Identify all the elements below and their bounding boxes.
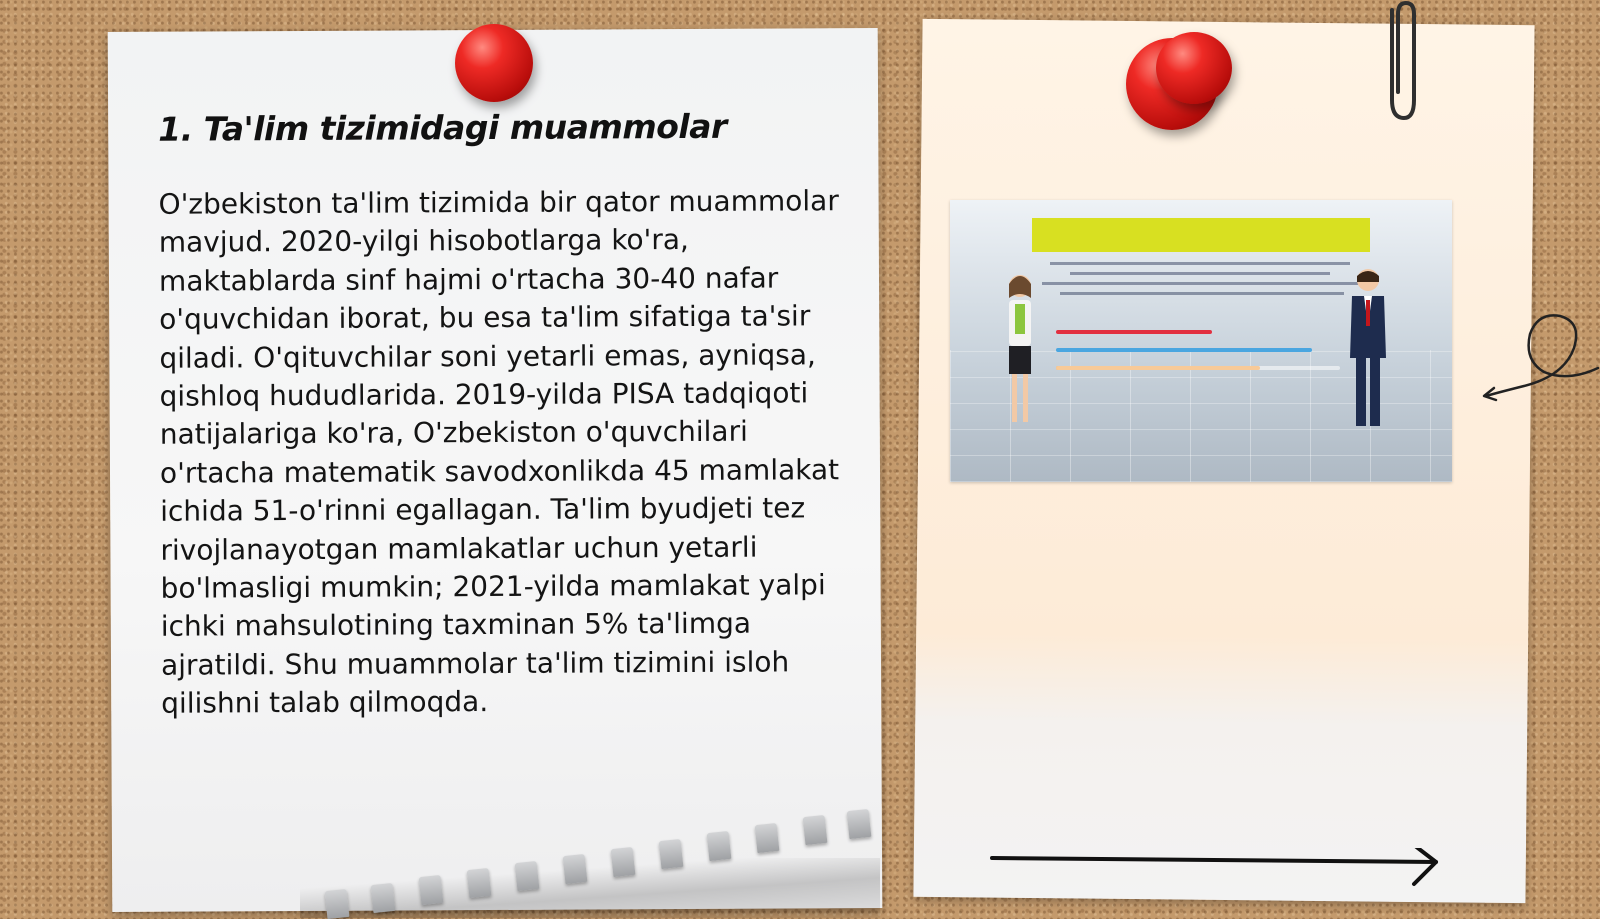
push-pin-icon — [1156, 32, 1232, 104]
man-figure-icon — [1344, 266, 1392, 436]
curly-arrow-icon — [1478, 312, 1600, 402]
note-body-text: O'zbekiston ta'lim tizimida bir qator muammolar mavjud. 2020-yilgi hisobotlarga ko'ra, maktablarda sinf hajmi o'rtacha 30-40 nafar o'quvchidan iborat, bu esa ta'lim sifatiga ta'sir qiladi. O'qituvchilar soni yetarli emas, ayniqsa, qishloq hududlarida. 2019-yilda PISA tadqiqoti natijalariga ko'ra, O'zbekiston o'quvchilari o'rtacha matematik savodxonlikda 45 mamlakat ichida 51-o'rinni egallagan. Ta'lim byudjeti tez rivojlanayotgan mamlakatlar uchun yetarli bo'lmasligi mumkin; 2021-yilda mamlakat yalpi ichki mahsulotining taxminan 5% ta'limga ajratildi. Shu muammolar ta'lim tizimini isloh qilishni talab qilmoqda. — [158, 184, 840, 721]
right-arrow-icon — [990, 848, 1450, 908]
woman-figure-icon — [1000, 272, 1040, 432]
infographic-image — [950, 200, 1452, 482]
note-paper — [108, 28, 883, 912]
paper-clip-icon — [1378, 0, 1422, 124]
infographic-banner — [1032, 218, 1370, 252]
push-pin-icon — [455, 24, 533, 102]
note-title: 1. Ta'lim tizimidagi muammolar — [158, 106, 727, 149]
